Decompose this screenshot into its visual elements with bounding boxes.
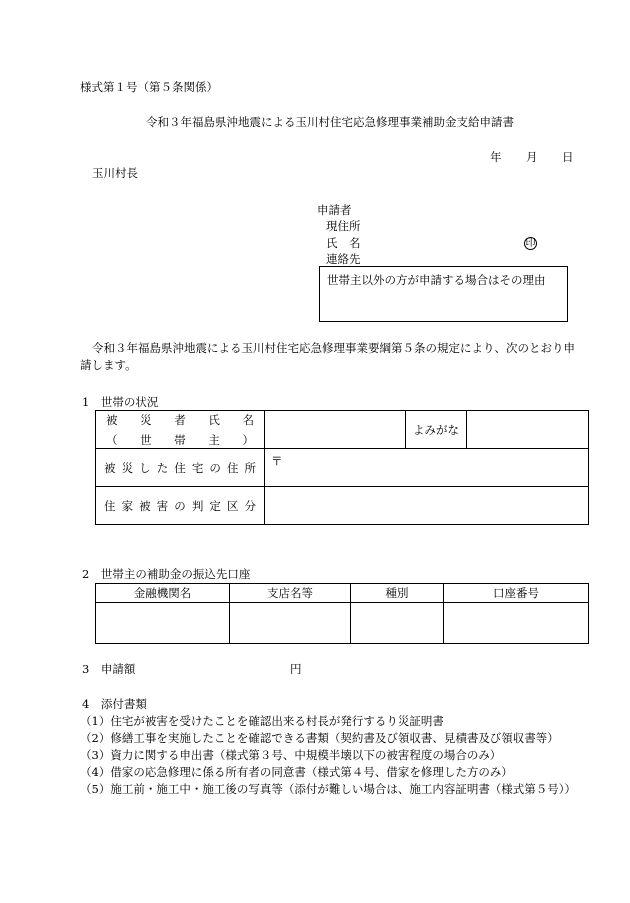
victim-name-input[interactable]	[265, 411, 406, 449]
addressee: 玉川村長	[92, 166, 138, 180]
reason-label: 世帯主以外の方が申請する場合はその理由	[327, 273, 546, 287]
section4-heading: 4 添付書類	[82, 697, 147, 711]
attachment-item: （2）修繕工事を実施したことを確認できる書類（契約書及び領収書、見積書及び領収書等）	[80, 731, 559, 745]
reason-box[interactable]	[319, 266, 568, 322]
account-number-input[interactable]	[444, 603, 589, 644]
date-year-label: 年	[490, 150, 502, 164]
damage-category-label: 住 家 被 害 の 判 定 区 分	[96, 487, 265, 525]
account-type-header: 種別	[351, 584, 444, 603]
victim-name-label: 被 災 者 氏 名 （ 世 帯 主 ）	[96, 411, 265, 449]
bank-account-table	[95, 583, 589, 644]
section1-heading: 1 世帯の状況	[82, 395, 159, 409]
amount-unit: 円	[290, 662, 302, 676]
branch-header: 支店名等	[230, 584, 351, 603]
furigana-label: よみがな	[406, 411, 467, 449]
attachment-item: （5）施工前・施工中・施工後の写真等（添付が難しい場合は、施工内容証明書（様式第５号））	[80, 782, 577, 796]
seal-mark: 印	[525, 238, 536, 249]
intro-line-2: 請します。	[80, 358, 137, 372]
date-month-label: 月	[526, 150, 538, 164]
attachment-item: （4）借家の応急修理に係る所有者の同意書（様式第４号、借家を修理した方のみ）	[80, 765, 513, 779]
damage-category-input[interactable]	[265, 487, 589, 525]
account-number-header: 口座番号	[444, 584, 589, 603]
section3-heading: 3 申請額	[82, 662, 136, 676]
applicant-address-label: 現住所	[326, 219, 361, 233]
intro-line-1: 令和３年福島県沖地震による玉川村住宅応急修理事業要綱第５条の規定により、次のとおり申	[92, 341, 575, 355]
damaged-address-label: 被 災 し た 住 宅 の 住 所	[96, 449, 265, 487]
bank-name-header: 金融機関名	[96, 584, 230, 603]
attachment-item: （3）資力に関する申出書（様式第３号、中規模半壊以下の被害程度の場合のみ）	[80, 748, 502, 762]
postal-mark: 〒	[271, 454, 283, 468]
furigana-input[interactable]	[467, 411, 589, 449]
attachment-item: （1）住宅が被害を受けたことを確認出来る村長が発行するり災証明書	[80, 714, 444, 728]
page-title: 令和３年福島県沖地震による玉川村住宅応急修理事業補助金支給申請書	[146, 115, 514, 129]
date-day-label: 日	[562, 150, 574, 164]
household-table	[95, 410, 589, 525]
bank-name-input[interactable]	[96, 603, 230, 644]
branch-input[interactable]	[230, 603, 351, 644]
applicant-name-label: 氏 名	[326, 236, 361, 250]
form-number: 様式第１号（第５条関係）	[80, 80, 218, 94]
account-type-input[interactable]	[351, 603, 444, 644]
section2-heading: 2 世帯主の補助金の振込先口座	[82, 567, 251, 581]
applicant-heading: 申請者	[317, 203, 352, 217]
applicant-contact-label: 連絡先	[326, 252, 361, 266]
damaged-address-input[interactable]	[265, 449, 589, 487]
